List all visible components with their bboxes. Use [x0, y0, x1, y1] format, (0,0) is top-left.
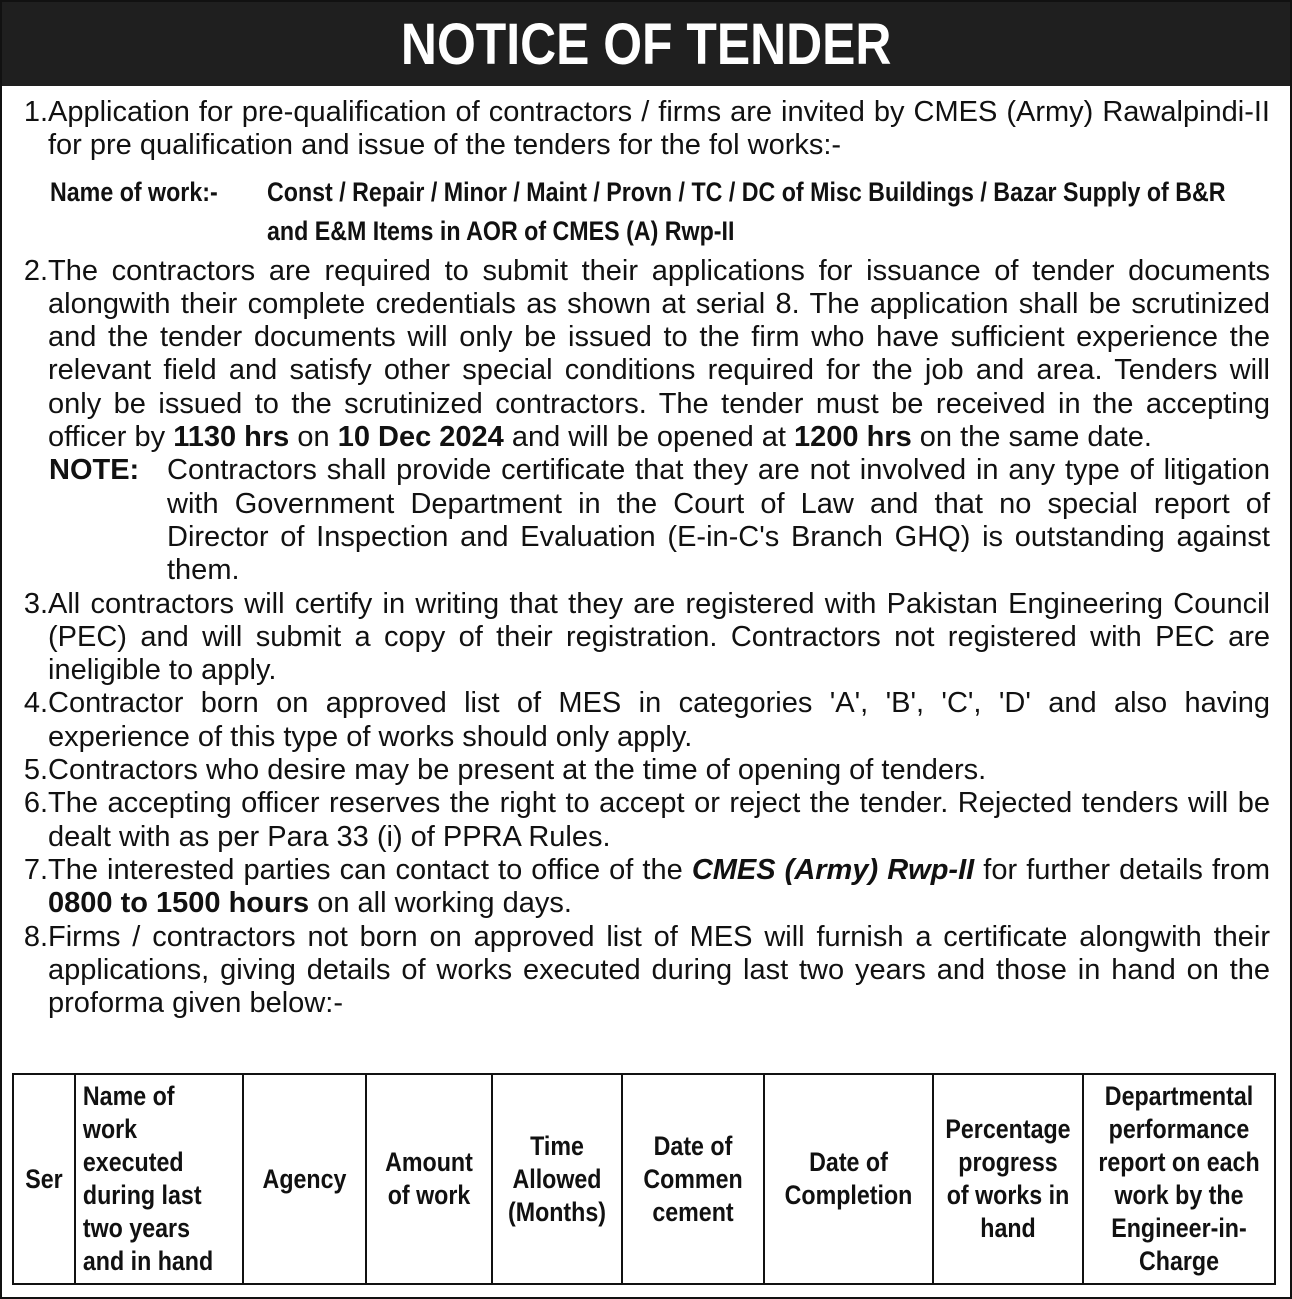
title-bar	[2, 2, 1290, 86]
paragraph-text: Firms / contractors not born on approved list of MES will furnish a certificate alongwith their applications, giving details of works executed during last two years and those in hand on the proforma given below:-	[48, 920, 1270, 1020]
notice-title: NOTICE OF TENDER	[400, 11, 892, 77]
office-name: CMES (Army) Rwp-II	[691, 853, 975, 886]
paragraph-number: 3.	[23, 587, 48, 620]
paragraph-8	[14, 921, 1270, 1021]
column-header: Time Allowed (Months)	[492, 1074, 622, 1284]
note-text: Contractors shall provide certificate that they are not involved in any type of litigation with Government Department in the Court of Law and that no special report of Director of Inspection and Evaluation (E-in-C's Branch GHQ) is outstanding against them.	[167, 454, 1270, 587]
paragraph-number: 1.	[23, 96, 48, 128]
text-segment: on the same date.	[911, 421, 1152, 454]
notice-body	[2, 86, 1290, 1020]
paragraph-number: 6.	[23, 787, 48, 820]
paragraph-number: 4.	[23, 687, 48, 720]
work-label: Name of work:-	[50, 176, 218, 207]
column-header: Date of Commen cement	[622, 1074, 764, 1284]
paragraph-4	[14, 687, 1270, 754]
note-label: NOTE:	[49, 454, 140, 487]
text-segment: and will be opened at	[503, 421, 794, 454]
paragraph-text: Contractors who desire may be present at the time of opening of tenders.	[48, 754, 987, 787]
paragraph-5	[14, 754, 1270, 787]
text-segment: The interested parties can contact to office of the	[48, 853, 692, 886]
receipt-time: 1130 hrs	[173, 421, 290, 454]
table-header-row	[13, 1074, 1275, 1284]
paragraph-text: Contractor born on approved list of MES in categories 'A', 'B', 'C', 'D' and also having experience of this type of works should only apply.	[48, 687, 1270, 753]
paragraph-7	[14, 854, 1270, 921]
work-description: Const / Repair / Minor / Maint / Provn / TC / DC of Misc Buildings / Bazar Supply of B&R and E&M Items in AOR of CMES (A) Rwp-II	[267, 176, 1226, 246]
text-segment: on all working days.	[309, 887, 572, 920]
text-segment: The contractors are required to submit their applications for issuance of tender documents alongwith their complete credentials as shown at serial 8. The application shall be scrutinized and the tender documents will only be issued to the firm who have sufficient experience the relevant field and satisfy other special conditions required for the job and area. Tenders will only be issued to the scrutinized contractors. The tender must be received in the accepting officer by	[48, 254, 1270, 454]
paragraph-number: 2.	[23, 254, 48, 287]
column-header: Date of Completion	[764, 1074, 933, 1284]
note	[14, 454, 1270, 587]
proforma-table	[12, 1073, 1276, 1285]
paragraph-number: 8.	[23, 920, 48, 953]
opening-time: 1200 hrs	[794, 421, 912, 454]
paragraph-number: 5.	[23, 754, 48, 787]
paragraph-6	[14, 787, 1270, 854]
paragraph-number: 7.	[23, 853, 48, 886]
column-header: Ser	[13, 1074, 75, 1284]
column-header: Amount of work	[366, 1074, 492, 1284]
text-segment: on	[289, 421, 338, 454]
column-header: Percentage progress of works in hand	[933, 1074, 1083, 1284]
column-header: Agency	[243, 1074, 366, 1284]
paragraph-1	[14, 96, 1270, 163]
paragraph-text	[48, 255, 1270, 455]
receipt-date: 10 Dec 2024	[337, 421, 504, 454]
paragraph-3	[14, 588, 1270, 688]
paragraph-text: All contractors will certify in writing that they are registered with Pakistan Engineering Council (PEC) and will submit a copy of their registration. Contractors not registered with PEC are ineligible to apply.	[48, 587, 1270, 687]
column-header: Name of work executed during last two years and in hand	[75, 1074, 243, 1284]
paragraph-text	[48, 854, 1270, 921]
paragraph-2	[14, 255, 1270, 455]
name-of-work	[14, 173, 1270, 251]
column-header: Departmental performance report on each work by the Engineer-in-Charge	[1083, 1074, 1275, 1284]
paragraph-text: The accepting officer reserves the right to accept or reject the tender. Rejected tenders will be dealt with as per Para 33 (i) of PPRA Rules.	[48, 787, 1270, 853]
office-hours: 0800 to 1500 hours	[48, 887, 310, 920]
paragraph-text: Application for pre-qualification of contractors / firms are invited by CMES (Army) Rawalpindi-II for pre qualification and issue of the tenders for the fol works:-	[48, 96, 1270, 162]
text-segment: for further details from	[974, 853, 1270, 886]
